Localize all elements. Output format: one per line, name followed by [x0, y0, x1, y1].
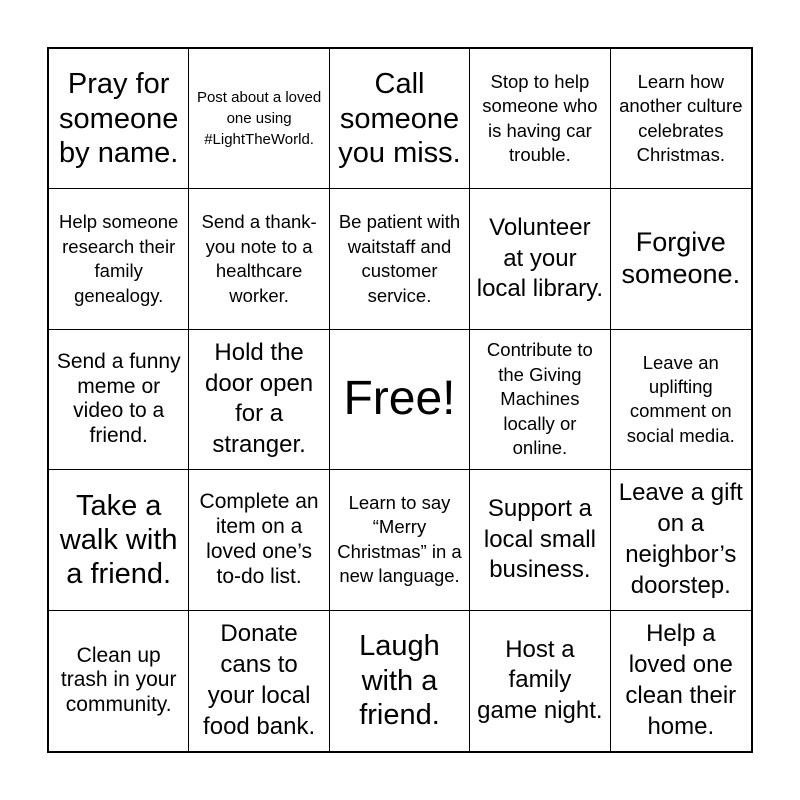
bingo-cell-text: Help a loved one clean their home. — [625, 620, 737, 740]
bingo-cell[interactable] — [330, 49, 470, 189]
bingo-cell[interactable] — [49, 470, 189, 610]
bingo-cell-text: Clean up trash in your community. — [60, 643, 177, 717]
bingo-cell[interactable] — [189, 470, 329, 610]
bingo-cell-text: Call someone you miss. — [338, 68, 461, 169]
bingo-cell[interactable] — [470, 189, 610, 329]
bingo-cell[interactable] — [611, 470, 751, 610]
bingo-cell[interactable] — [49, 611, 189, 751]
bingo-cell-text: Volunteer at your local library. — [476, 214, 604, 303]
bingo-cell-text: Send a funny meme or video to a friend. — [56, 349, 181, 448]
bingo-cell-text: Post about a loved one using #LightTheWorld. — [196, 89, 322, 149]
bingo-cell-text: Help someone research their family genealogy. — [59, 211, 179, 306]
bingo-cell-text: Learn to say “Merry Christmas” in a new language. — [337, 492, 462, 587]
bingo-cell-text: Support a local small business. — [483, 494, 596, 584]
bingo-cell[interactable] — [49, 49, 189, 189]
bingo-cell-text: Stop to help someone who is having car trouble. — [482, 70, 598, 166]
bingo-cell-text: Pray for someone by name. — [59, 68, 179, 169]
bingo-cell[interactable] — [49, 189, 189, 329]
bingo-cell-text: Send a thank-you note to a healthcare worker. — [201, 211, 317, 306]
bingo-cell-text: Complete an item on a loved one’s to-do list. — [199, 490, 319, 588]
bingo-cell[interactable] — [470, 470, 610, 610]
bingo-cell-text: Laugh with a friend. — [359, 630, 440, 731]
bingo-board — [47, 47, 753, 753]
bingo-cell[interactable] — [611, 189, 751, 329]
bingo-cell-text: Donate cans to your local food bank. — [203, 620, 316, 740]
bingo-cell[interactable] — [189, 49, 329, 189]
bingo-cell-text: Host a family game night. — [477, 635, 603, 725]
bingo-cell[interactable] — [470, 330, 610, 470]
bingo-cell[interactable] — [470, 49, 610, 189]
free-space-text: Free! — [343, 372, 456, 426]
bingo-cell-text: Hold the door open for a stranger. — [205, 339, 314, 459]
bingo-cell-text: Leave a gift on a neighbor’s doorstep. — [618, 479, 743, 599]
bingo-cell[interactable] — [189, 189, 329, 329]
bingo-cell-text: Forgive someone. — [621, 227, 741, 290]
bingo-cell[interactable] — [611, 330, 751, 470]
bingo-cell[interactable] — [189, 611, 329, 751]
bingo-cell[interactable] — [611, 49, 751, 189]
bingo-cell[interactable] — [189, 330, 329, 470]
bingo-cell-text: Learn how another culture celebrates Christmas. — [619, 70, 743, 166]
bingo-cell[interactable] — [611, 611, 751, 751]
bingo-cell-text: Leave an uplifting comment on social media. — [626, 351, 735, 446]
bingo-cell[interactable] — [470, 611, 610, 751]
bingo-cell[interactable] — [49, 330, 189, 470]
bingo-cell[interactable] — [330, 470, 470, 610]
bingo-cell-text: Contribute to the Giving Machines locally or online. — [486, 339, 593, 459]
bingo-cell-text: Be patient with waitstaff and customer service. — [338, 211, 461, 306]
bingo-cell-text: Take a walk with a friend. — [59, 489, 178, 590]
free-space[interactable] — [330, 330, 470, 470]
bingo-cell[interactable] — [330, 611, 470, 751]
bingo-cell[interactable] — [330, 189, 470, 329]
